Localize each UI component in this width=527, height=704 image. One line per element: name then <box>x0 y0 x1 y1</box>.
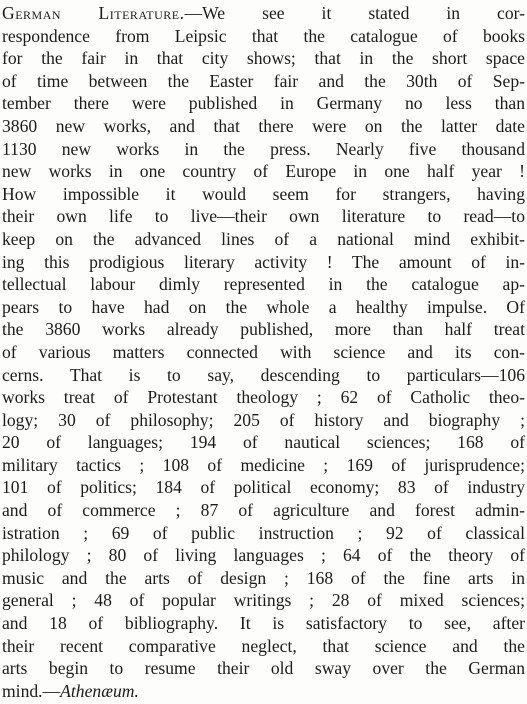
article-line: How impossible it would seem for strangers, having <box>2 183 525 204</box>
article-body <box>2 2 525 702</box>
article-line: arts begin to resume their old sway over the German <box>2 658 525 679</box>
article-source: Athenæum. <box>60 680 139 701</box>
article-line: ing this prodigious literary activity ! The amount of in- <box>2 251 525 272</box>
article-line: music and the arts of design ; 168 of the fine arts in <box>2 567 525 588</box>
article-line: their own life to live—their own literature to read—to <box>2 206 525 227</box>
article-line: the 3860 works already published, more than half treat <box>2 319 525 340</box>
article-line: general ; 48 of popular writings ; 28 of mixed sciences; <box>2 590 525 611</box>
article-line: respondence from Leipsic that the catalogue of books <box>2 25 525 46</box>
article-line: and 18 of bibliography. It is satisfactory to see, after <box>2 613 525 634</box>
article-line: military tactics ; 108 of medicine ; 169 of jurisprudence; <box>2 454 525 475</box>
article-line: works treat of Protestant theology ; 62 of Catholic theo- <box>2 387 525 408</box>
article-line: of various matters connected with science and its con- <box>2 341 525 362</box>
article-line: their recent comparative neglect, that science and the <box>2 635 525 656</box>
article-line: 1130 new works in the press. Nearly five thousand <box>2 138 525 159</box>
article-line: logy; 30 of philosophy; 205 of history and biography ; <box>2 409 525 430</box>
article-lines <box>2 25 525 680</box>
article-last-line <box>2 680 525 703</box>
article-line: cerns. That is to say, descending to particulars—106 <box>2 364 525 385</box>
article-line: of time between the Easter fair and the 30th of Sep- <box>2 70 525 91</box>
article-line: tellectual labour dimly represented in the catalogue ap- <box>2 274 525 295</box>
article-line: and of commerce ; 87 of agriculture and forest admin- <box>2 500 525 521</box>
article-line: pears to have had on the whole a healthy impulse. Of <box>2 296 525 317</box>
article-line: istration ; 69 of public instruction ; 92 of classical <box>2 522 525 543</box>
article-line: for the fair in that city shows; that in the short space <box>2 48 525 69</box>
article-headline: German Literature. <box>2 3 185 23</box>
article-last-line-text: mind.— <box>2 680 61 701</box>
article-line: new works in one country of Europe in one half year ! <box>2 161 525 182</box>
article-line: 20 of languages; 194 of nautical sciences; 168 of <box>2 432 525 453</box>
article-line: 3860 new works, and that there were on the latter date <box>2 115 525 136</box>
article-line: tember there were published in Germany no less than <box>2 93 525 114</box>
article-line: keep on the advanced lines of a national mind exhibit- <box>2 228 525 249</box>
article-line: philology ; 80 of living languages ; 64 of the theory of <box>2 545 525 566</box>
article-first-line <box>2 2 525 25</box>
article-first-line-text: —We see it stated in cor- <box>184 3 525 23</box>
article-line: 101 of politics; 184 of political economy; 83 of industry <box>2 477 525 498</box>
